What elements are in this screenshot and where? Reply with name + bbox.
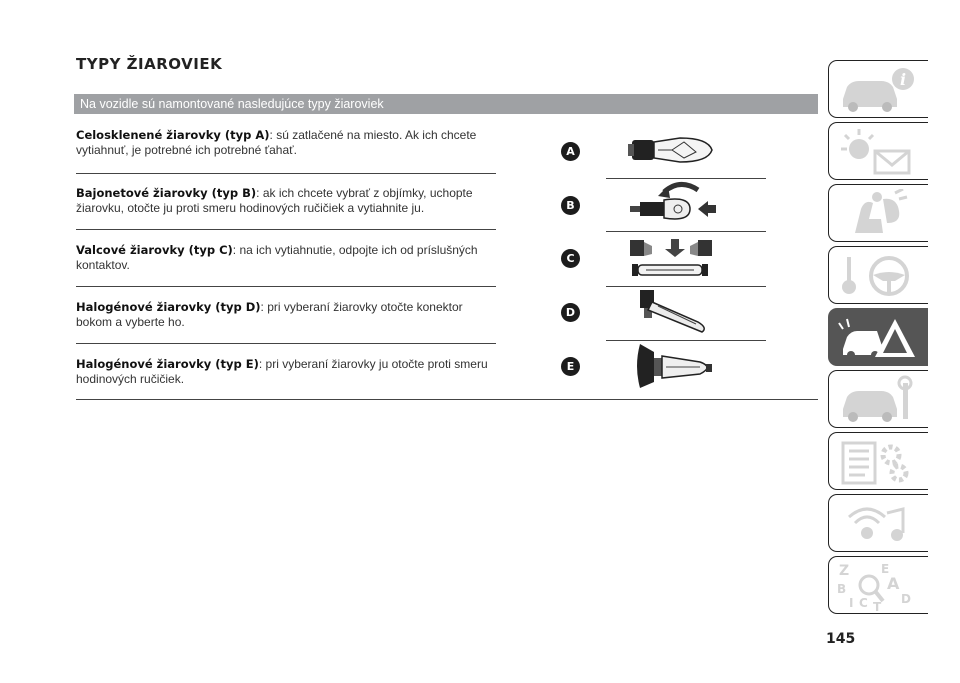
seat-airbag-icon [837, 189, 917, 239]
entry-label: Celosklenené žiarovky (typ A) [76, 128, 270, 142]
page-number: 145 [826, 631, 856, 647]
bayonet-bulb-icon [628, 180, 724, 226]
entry-text: : na ich vytiahnutie, odpojte ich od príslušných kontaktov. [76, 243, 478, 272]
tab-warning-lights[interactable] [828, 122, 928, 180]
entry-label: Valcové žiarovky (typ C) [76, 243, 233, 257]
steering-wheel-key-icon [837, 251, 917, 301]
page-title: TYPY ŽIAROVIEK [76, 55, 223, 73]
festoon-bulb-icon [628, 236, 724, 282]
entry-text: : ak ich chcete vybrať z objímky, uchopte žiarovku, otočte ju proti smeru hodinových ručičiek a vytiahnite ju. [76, 186, 473, 215]
tab-multimedia[interactable] [828, 494, 928, 552]
halogen-h7-bulb-icon [638, 288, 718, 336]
section-bottom-rule [76, 399, 818, 400]
alphabetical-index-icon [837, 561, 917, 611]
entry-type-a [76, 128, 496, 158]
entry-label: Halogénové žiarovky (typ D) [76, 300, 261, 314]
divider [76, 343, 496, 344]
divider [606, 286, 766, 287]
divider [606, 178, 766, 179]
svg-text:i: i [900, 70, 907, 89]
tab-maintenance[interactable] [828, 370, 928, 428]
halogen-h4-bulb-icon [630, 340, 722, 392]
entry-text: : sú zatlačené na miesto. Ak ich chcete vytiahnuť, je potrebné ich potrebné ťahať. [76, 128, 477, 157]
letter-badge-d: D [561, 303, 580, 322]
tab-emergency[interactable] [828, 308, 928, 366]
index-letter: B [837, 582, 847, 596]
tab-car-info[interactable] [828, 60, 928, 118]
letter-badge-a: A [561, 142, 580, 161]
tab-safety[interactable] [828, 184, 928, 242]
index-letter: I [849, 596, 854, 610]
index-letter: A [887, 574, 900, 593]
tab-index[interactable] [828, 556, 928, 614]
index-letter: D [901, 592, 911, 606]
divider [76, 173, 496, 174]
letter-badge-c: C [561, 249, 580, 268]
entry-type-b [76, 186, 496, 216]
car-breakdown-warning-icon [837, 313, 917, 363]
index-letter: C [859, 596, 868, 610]
divider [606, 231, 766, 232]
entry-type-d [76, 300, 496, 330]
multimedia-music-icon [837, 499, 917, 549]
entry-label: Bajonetové žiarovky (typ B) [76, 186, 257, 200]
car-maintenance-wrench-icon [837, 375, 917, 425]
index-letter: T [873, 600, 882, 611]
entry-text: : pri vyberaní žiarovky otočte konektor bokom a vyberte ho. [76, 300, 463, 329]
tab-specifications[interactable] [828, 432, 928, 490]
section-banner: Na vozidle sú namontované nasledujúce typy žiaroviek [74, 94, 818, 114]
entry-label: Halogénové žiarovky (typ E) [76, 357, 259, 371]
entry-type-e [76, 357, 496, 387]
letter-badge-e: E [561, 357, 580, 376]
tab-starting-driving[interactable] [828, 246, 928, 304]
divider [76, 286, 496, 287]
entry-text: : pri vyberaní žiarovky ju otočte proti smeru hodinových ručičiek. [76, 357, 488, 386]
car-info-icon [837, 65, 917, 115]
divider [76, 229, 496, 230]
index-letter: Z [839, 563, 850, 579]
index-letter: E [881, 562, 890, 576]
specifications-gears-icon [837, 437, 917, 487]
letter-badge-b: B [561, 196, 580, 215]
entry-type-c [76, 243, 496, 273]
warning-lights-message-icon [837, 127, 917, 177]
wedge-bulb-icon [628, 128, 724, 174]
